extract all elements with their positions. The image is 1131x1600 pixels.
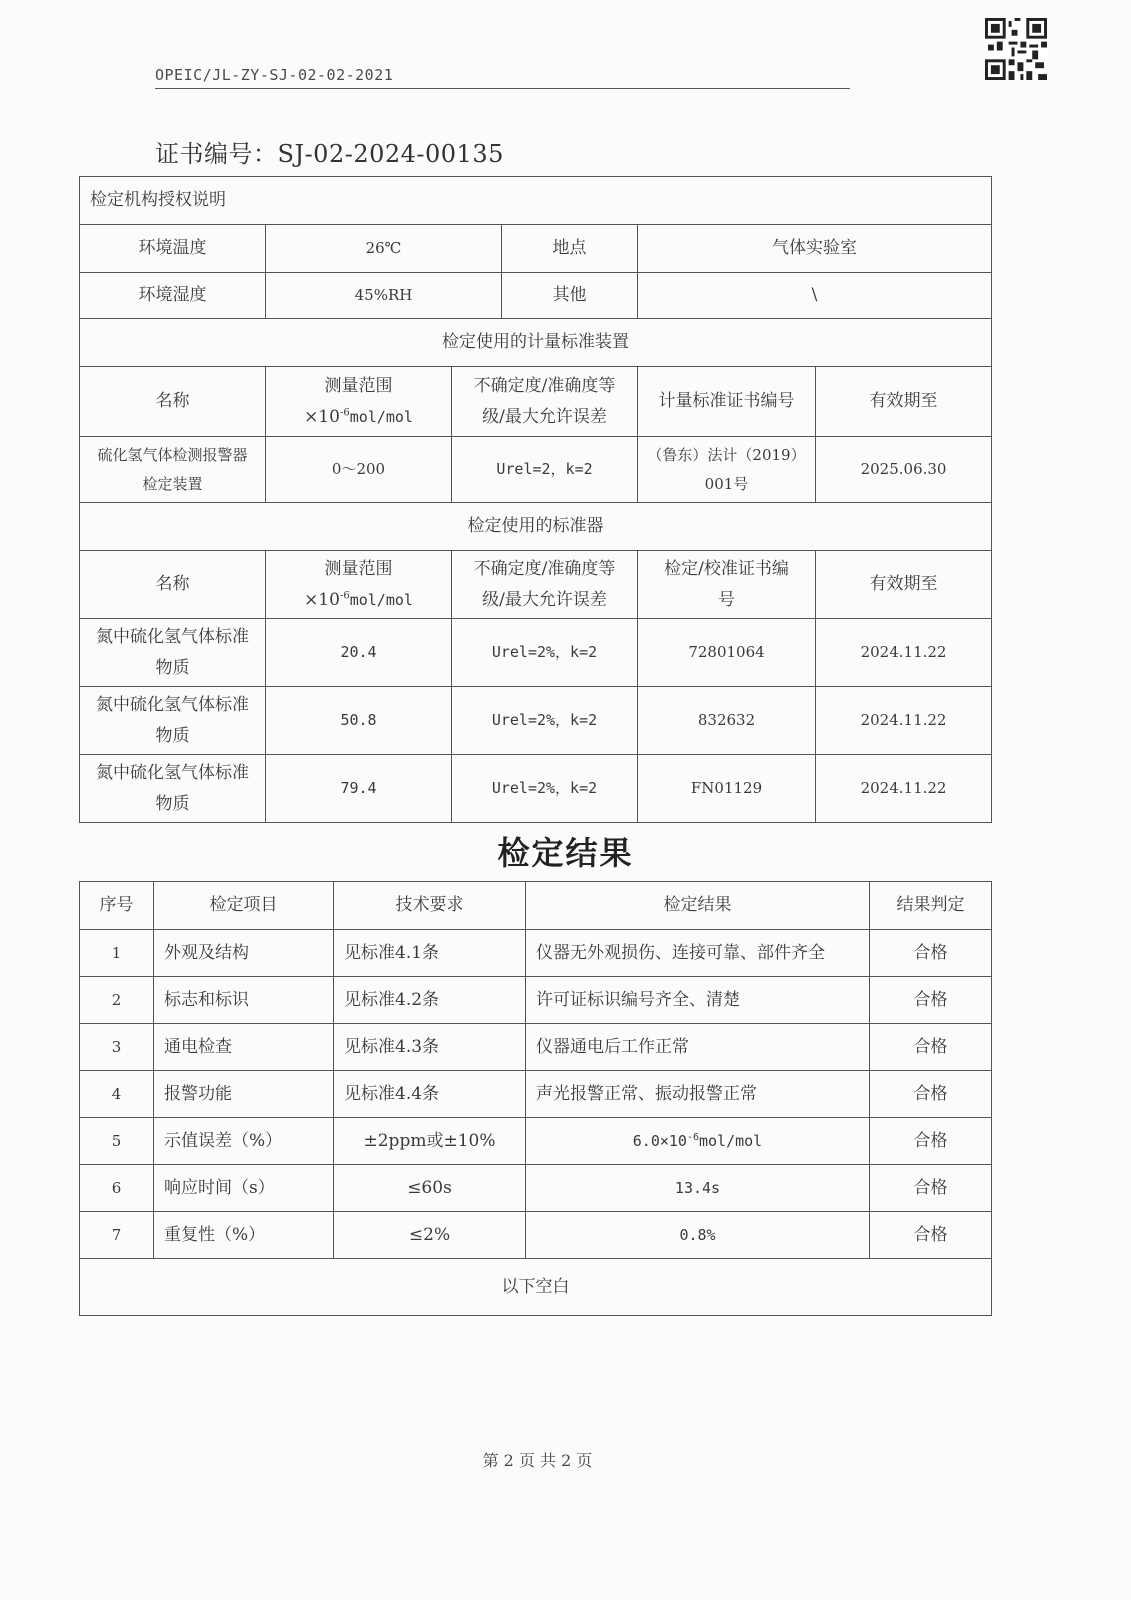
device-header-range-unit-a: ×10: [304, 406, 340, 427]
standards-header-name: 名称: [80, 551, 266, 619]
result-judgement: 合格: [870, 1071, 992, 1118]
standard-name-line2: 物质: [155, 657, 190, 678]
device-row: [80, 437, 992, 503]
result-requirement: 见标准4.3条: [334, 1024, 526, 1071]
result-value: 仪器无外观损伤、连接可靠、部件齐全: [526, 930, 870, 977]
result-judgement: 合格: [870, 1212, 992, 1259]
results-header-requirement: 技术要求: [334, 882, 526, 930]
result-seq: 6: [80, 1165, 154, 1212]
document-code: OPEIC/JL-ZY-SJ-02-02-2021: [155, 66, 850, 89]
result-judgement: 合格: [870, 977, 992, 1024]
standards-header-range-line1: 测量范围: [324, 558, 393, 579]
result-seq: 4: [80, 1071, 154, 1118]
result-value: 许可证标识编号齐全、清楚: [526, 977, 870, 1024]
location-value: 气体实验室: [638, 225, 992, 273]
result-judgement: 合格: [870, 930, 992, 977]
standard-range: 50.8: [266, 687, 452, 755]
standard-range: 79.4: [266, 755, 452, 823]
device-header-range-unit-exp: -6: [339, 406, 350, 418]
table-row: [80, 1118, 992, 1165]
result-seq: 7: [80, 1212, 154, 1259]
standards-header-range-unit-a: ×10: [304, 589, 340, 610]
standard-name-line1: 氮中硫化氢气体标准: [96, 626, 249, 647]
standard-range: 20.4: [266, 619, 452, 687]
device-header-range-unit-b: mol/mol: [349, 407, 413, 426]
result-judgement: 合格: [870, 1024, 992, 1071]
certificate-number: [155, 134, 504, 169]
standard-name-line1: 氮中硫化氢气体标准: [96, 762, 249, 783]
standards-header-cert: [638, 551, 816, 619]
qr-code-icon: [985, 18, 1047, 80]
device-header-name: 名称: [80, 367, 266, 437]
result-judgement: 合格: [870, 1118, 992, 1165]
device-header-valid: 有效期至: [816, 367, 992, 437]
result-requirement: ±2ppm或±10%: [334, 1118, 526, 1165]
result-value: 仪器通电后工作正常: [526, 1024, 870, 1071]
standard-name-line2: 物质: [155, 793, 190, 814]
table-row: [80, 687, 992, 755]
standards-header-range-unit-exp: -6: [339, 589, 350, 601]
device-header-range-line1: 测量范围: [324, 375, 393, 396]
standard-uncertainty: Urel=2%，k=2: [452, 619, 638, 687]
device-header-uncertainty-line1: 不确定度/准确度等: [473, 375, 616, 396]
authorization-title: 检定机构授权说明: [80, 177, 992, 225]
table-row: [80, 619, 992, 687]
standard-cert: 832632: [638, 687, 816, 755]
standards-header-uncertainty-line1: 不确定度/准确度等: [473, 558, 616, 579]
result-value: 13.4s: [526, 1165, 870, 1212]
standard-name: [80, 619, 266, 687]
result-item: 报警功能: [154, 1071, 334, 1118]
device-name: [80, 437, 266, 503]
standards-header-cert-line1: 检定/校准证书编: [664, 558, 789, 579]
result-value-b: mol/mol: [699, 1131, 763, 1150]
device-header-cert: 计量标准证书编号: [638, 367, 816, 437]
result-item: 示值误差（%）: [154, 1118, 334, 1165]
device-valid: 2025.06.30: [816, 437, 992, 503]
device-cert-line1: （鲁东）法计（2019）: [647, 446, 806, 464]
device-cert: [638, 437, 816, 503]
table-row: [80, 755, 992, 823]
results-header-seq: 序号: [80, 882, 154, 930]
result-item: 响应时间（s）: [154, 1165, 334, 1212]
results-header-result: 检定结果: [526, 882, 870, 930]
blank-note: 以下空白: [80, 1259, 992, 1316]
table-row: [80, 1071, 992, 1118]
standards-header-valid: 有效期至: [816, 551, 992, 619]
result-requirement: ≤60s: [334, 1165, 526, 1212]
device-header-uncertainty: [452, 367, 638, 437]
device-name-line2: 检定装置: [142, 474, 203, 493]
result-seq: 5: [80, 1118, 154, 1165]
env-temp-value: 26℃: [266, 225, 502, 273]
device-range: 0～200: [266, 437, 452, 503]
table-row: [80, 977, 992, 1024]
standard-name-line1: 氮中硫化氢气体标准: [96, 694, 249, 715]
result-value-exp: -6: [686, 1131, 699, 1143]
standards-table: [79, 176, 992, 823]
result-item: 通电检查: [154, 1024, 334, 1071]
results-header-judgement: 结果判定: [870, 882, 992, 930]
standards-header-uncertainty: [452, 551, 638, 619]
certificate-number-label: 证书编号：: [155, 140, 278, 168]
result-requirement: 见标准4.1条: [334, 930, 526, 977]
env-humidity-value: 45%RH: [266, 273, 502, 319]
device-uncertainty: Urel=2，k=2: [452, 437, 638, 503]
standard-name: [80, 687, 266, 755]
result-seq: 3: [80, 1024, 154, 1071]
location-label: 地点: [502, 225, 638, 273]
page-number: 第 2 页 共 2 页: [482, 1451, 593, 1470]
result-requirement: 见标准4.2条: [334, 977, 526, 1024]
standards-title: 检定使用的标准器: [80, 503, 992, 551]
result-value: 0.8%: [526, 1212, 870, 1259]
results-title: 检定结果: [497, 834, 634, 872]
standards-header-cert-line2: 号: [718, 589, 735, 610]
certificate-number-value: SJ-02-2024-00135: [277, 140, 504, 168]
device-name-line1: 硫化氢气体检测报警器: [97, 446, 248, 464]
table-row: [80, 930, 992, 977]
env-temp-label: 环境温度: [80, 225, 266, 273]
result-requirement: 见标准4.4条: [334, 1071, 526, 1118]
other-label: 其他: [502, 273, 638, 319]
other-value: \: [638, 273, 992, 319]
result-item: 重复性（%）: [154, 1212, 334, 1259]
result-value: 声光报警正常、振动报警正常: [526, 1071, 870, 1118]
env-humidity-label: 环境湿度: [80, 273, 266, 319]
result-item: 外观及结构: [154, 930, 334, 977]
standard-name-line2: 物质: [155, 725, 190, 746]
standards-header-range-unit-b: mol/mol: [349, 590, 413, 609]
standard-valid: 2024.11.22: [816, 619, 992, 687]
result-judgement: 合格: [870, 1165, 992, 1212]
standard-uncertainty: Urel=2%，k=2: [452, 687, 638, 755]
result-requirement: ≤2%: [334, 1212, 526, 1259]
standard-uncertainty: Urel=2%，k=2: [452, 755, 638, 823]
result-item: 标志和标识: [154, 977, 334, 1024]
device-header-uncertainty-line2: 级/最大允许误差: [482, 406, 607, 427]
standard-cert: 72801064: [638, 619, 816, 687]
standard-cert: FN01129: [638, 755, 816, 823]
table-row: [80, 1024, 992, 1071]
standards-header-range: [266, 551, 452, 619]
table-row: [80, 1212, 992, 1259]
results-table: [79, 881, 992, 1316]
device-header-range: [266, 367, 452, 437]
result-value: [526, 1118, 870, 1165]
result-value-a: 6.0×10: [632, 1131, 687, 1150]
table-row: [80, 1165, 992, 1212]
standard-valid: 2024.11.22: [816, 687, 992, 755]
standard-device-title: 检定使用的计量标准装置: [80, 319, 992, 367]
result-seq: 2: [80, 977, 154, 1024]
standard-name: [80, 755, 266, 823]
results-header-item: 检定项目: [154, 882, 334, 930]
standards-header-uncertainty-line2: 级/最大允许误差: [482, 589, 607, 610]
device-cert-line2: 001号: [704, 474, 749, 493]
standard-valid: 2024.11.22: [816, 755, 992, 823]
result-seq: 1: [80, 930, 154, 977]
